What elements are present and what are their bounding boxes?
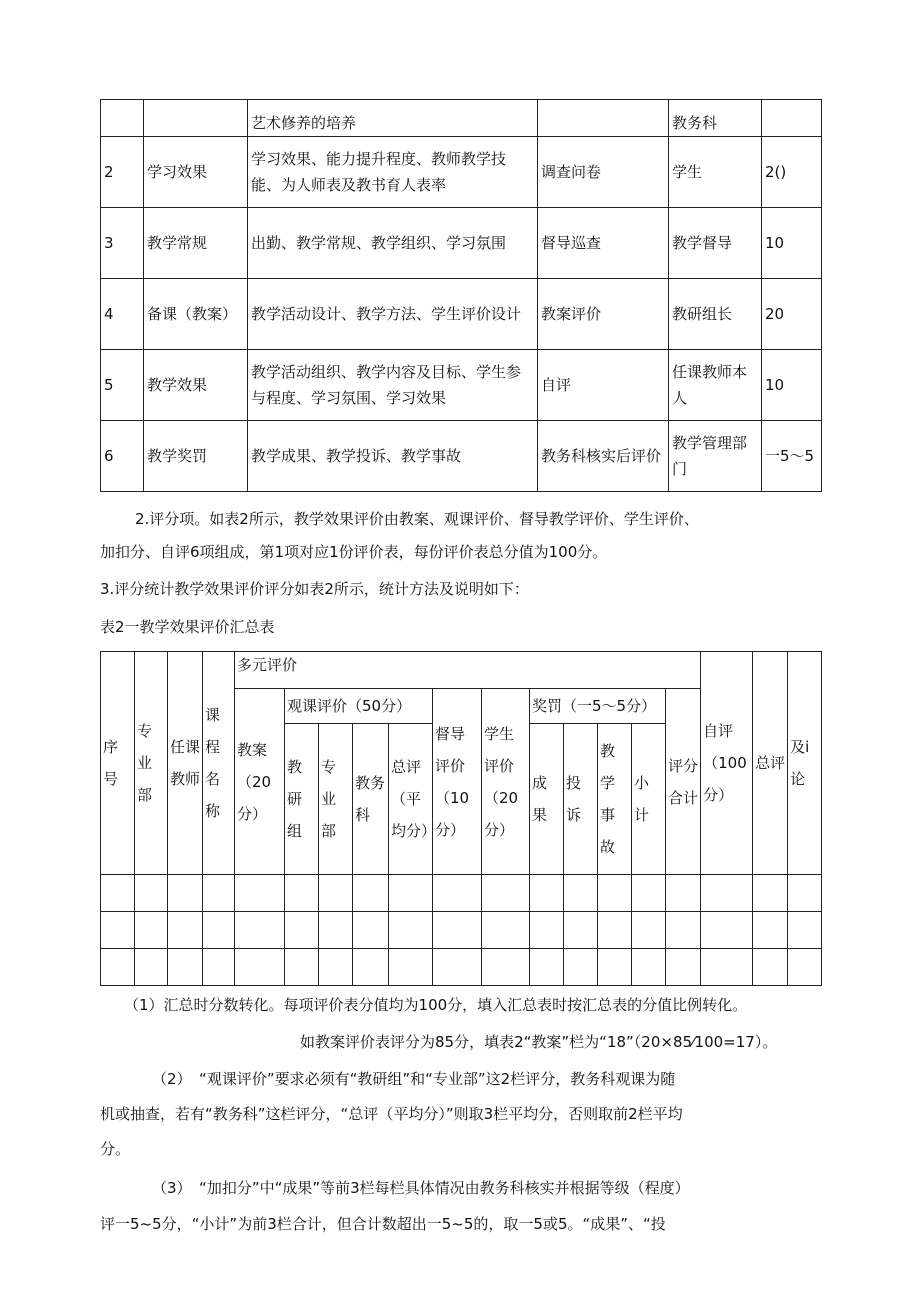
- cell-score: 20: [762, 279, 822, 350]
- table-row: [101, 208, 822, 279]
- evaluation-items-table: [100, 99, 822, 492]
- cell-content: 学习效果、能力提升程度、教师教学技能、为人师表及教书育人表率: [248, 137, 538, 208]
- cell-content: 教学活动设计、教学方法、学生评价设计: [248, 279, 538, 350]
- note3-line2: 评一5~5分，“小计”为前3栏合计，但合计数超出一5~5的，取一5或5。“成果”、“投: [100, 1215, 666, 1233]
- table2-caption: 表2一教学效果评价汇总表: [100, 618, 275, 636]
- cell-no: 6: [101, 421, 144, 492]
- header-reward-subtotal: 小计: [632, 724, 666, 875]
- header-obs-office: 教务科: [353, 724, 389, 875]
- cell-item: 教学常规: [144, 208, 248, 279]
- header-overall: 总评: [753, 652, 788, 875]
- header-observation: 观课评价（50分）: [285, 689, 433, 724]
- cell-item: 教学奖罚: [144, 421, 248, 492]
- cell-no: 5: [101, 350, 144, 421]
- cell-evaluator: 学生: [669, 137, 762, 208]
- cell-method: 自评: [538, 350, 669, 421]
- header-reward-penalty: 奖罚（一5～5分）: [530, 689, 666, 724]
- note2-line2: 机或抽查，若有“教务科”这栏评分，“总评（平均分）”则取3栏平均分，否则取前2栏平均: [100, 1105, 683, 1123]
- cell-no: [101, 100, 144, 137]
- table-row: [101, 875, 822, 912]
- header-course: 课程名称: [203, 652, 235, 875]
- cell-score: [762, 100, 822, 137]
- header-dept: 专业部: [135, 652, 168, 875]
- header-reward-result: 成果: [530, 724, 564, 875]
- header-obs-group: 教研组: [285, 724, 319, 875]
- cell-no: 2: [101, 137, 144, 208]
- table-row: [101, 421, 822, 492]
- header-score-total: 评分合计: [666, 689, 701, 875]
- header-no: 序号: [101, 652, 135, 875]
- table-row: [101, 100, 822, 137]
- note1-line2: 如教案评价表评分为85分，填表2“教案”栏为“18”（20×85⁄100=17）。: [300, 1033, 778, 1051]
- cell-content: 教学活动组织、教学内容及目标、学生参与程度、学习氛围、学习效果: [248, 350, 538, 421]
- header-student-eval: 学生评价（20分）: [482, 689, 530, 875]
- table-row: [101, 912, 822, 949]
- cell-score: 一5～5: [762, 421, 822, 492]
- cell-score: 10: [762, 350, 822, 421]
- para-scoring-items-line2: 加扣分、自评6项组成，第1项对应1份评价表，每份评价表总分值为100分。: [100, 543, 608, 561]
- header-self-eval: 自评（100分）: [701, 652, 753, 875]
- header-obs-average: 总评（平均分）: [389, 724, 433, 875]
- cell-item: 备课（教案）: [144, 279, 248, 350]
- cell-evaluator: 教学督导: [669, 208, 762, 279]
- note3-line1: （3） “加扣分”中“成果”等前3栏每栏具体情况由教务科核实并根据等级（程度）: [152, 1179, 690, 1197]
- header-reward-accident: 教学事故: [598, 724, 632, 875]
- cell-item: 教学效果: [144, 350, 248, 421]
- cell-evaluator: 教研组长: [669, 279, 762, 350]
- cell-item: 学习效果: [144, 137, 248, 208]
- cell-method: 调查问卷: [538, 137, 669, 208]
- header-reward-complaint: 投诉: [564, 724, 598, 875]
- cell-content: 教学成果、教学投诉、教学事故: [248, 421, 538, 492]
- cell-no: 3: [101, 208, 144, 279]
- cell-content: 出勤、教学常规、教学组织、学习氛围: [248, 208, 538, 279]
- header-remark: 及i论: [788, 652, 822, 875]
- cell-evaluator: 教务科: [669, 100, 762, 137]
- cell-method: [538, 100, 669, 137]
- cell-method: 督导巡查: [538, 208, 669, 279]
- header-obs-dept: 专业部: [319, 724, 353, 875]
- cell-item: [144, 100, 248, 137]
- cell-method: 教案评价: [538, 279, 669, 350]
- header-supervision: 督导评价（10分）: [433, 689, 482, 875]
- cell-no: 4: [101, 279, 144, 350]
- table-row: [101, 279, 822, 350]
- header-lesson-plan: 教案（20分）: [235, 689, 285, 875]
- table-row: [101, 137, 822, 208]
- cell-score: 2(): [762, 137, 822, 208]
- evaluation-summary-table: [100, 651, 822, 986]
- cell-method: 教务科核实后评价: [538, 421, 669, 492]
- header-multi-eval: 多元评价: [235, 652, 701, 689]
- table2-header-row-1: [101, 652, 822, 689]
- note2-line3: 分。: [100, 1140, 131, 1158]
- cell-score: 10: [762, 208, 822, 279]
- header-teacher: 任课教师: [168, 652, 203, 875]
- table-row: [101, 350, 822, 421]
- note1-line1: （1）汇总时分数转化。每项评价表分值均为100分，填入汇总表时按汇总表的分值比例转化。: [124, 996, 748, 1014]
- para-scoring-items-line1: 2.评分项。如表2所示，教学效果评价由教案、观课评价、督导教学评价、学生评价、: [135, 510, 699, 528]
- note2-line1: （2） “观课评价”要求必须有“教研组”和“专业部”这2栏评分，教务科观课为随: [152, 1070, 676, 1088]
- para-scoring-stats: 3.评分统计教学效果评价评分如表2所示，统计方法及说明如下：: [100, 580, 529, 598]
- cell-content: 艺术修养的培养: [248, 100, 538, 137]
- table-row: [101, 949, 822, 986]
- cell-evaluator: 教学管理部门: [669, 421, 762, 492]
- cell-evaluator: 任课教师本人: [669, 350, 762, 421]
